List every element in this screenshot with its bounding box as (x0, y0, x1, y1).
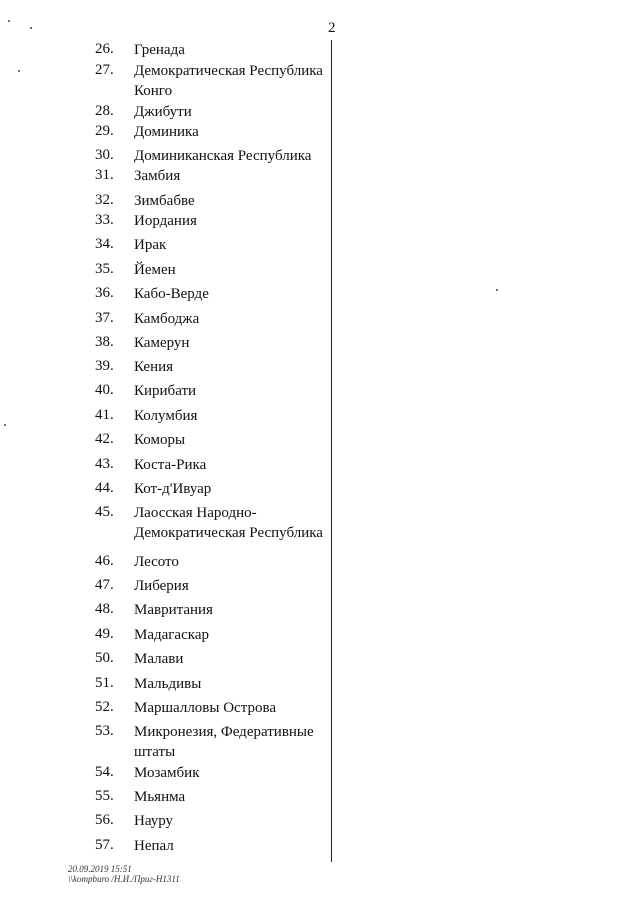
item-number: 57. (95, 837, 114, 853)
item-number: 53. (95, 723, 114, 739)
scan-speck (30, 27, 32, 29)
item-number: 33. (95, 212, 114, 228)
item-name: Колумбия (134, 408, 198, 424)
item-number: 43. (95, 456, 114, 472)
item-name: Мальдивы (134, 676, 202, 692)
page-number: 2 (328, 20, 336, 36)
item-number: 56. (95, 812, 114, 828)
item-name: Камерун (134, 335, 190, 351)
item-name: Либерия (134, 578, 189, 594)
scan-speck (8, 20, 10, 22)
item-name: Демократическая Республика Конго (134, 63, 323, 99)
item-number: 47. (95, 577, 114, 593)
item-name: Малави (134, 651, 184, 667)
item-name: Гренада (134, 42, 185, 58)
item-name: Коморы (134, 432, 186, 448)
item-number: 26. (95, 41, 114, 57)
item-name: Мозамбик (134, 765, 200, 781)
item-number: 28. (95, 103, 114, 119)
item-name: Лаосская Народно-Демократическая Республика (134, 505, 323, 541)
item-name: Иордания (134, 213, 197, 229)
item-name: Кирибати (134, 383, 197, 399)
item-name: Маршалловы Острова (134, 700, 276, 716)
item-name: Джибути (134, 104, 192, 120)
item-number: 34. (95, 236, 114, 252)
item-number: 54. (95, 764, 114, 780)
item-name: Мьянма (134, 789, 186, 805)
item-number: 30. (95, 147, 114, 163)
item-name: Доминика (134, 124, 199, 140)
item-name: Замбия (134, 168, 181, 184)
item-number: 44. (95, 480, 114, 496)
item-name: Кения (134, 359, 174, 375)
footer-timestamp: 20.09.2019 15:51 (68, 864, 132, 874)
item-number: 39. (95, 358, 114, 374)
item-number: 40. (95, 382, 114, 398)
item-number: 55. (95, 788, 114, 804)
scan-speck (18, 70, 20, 72)
item-number: 49. (95, 626, 114, 642)
item-number: 48. (95, 601, 114, 617)
item-number: 46. (95, 553, 114, 569)
item-number: 45. (95, 504, 114, 520)
document-footer (68, 864, 180, 884)
item-number: 51. (95, 675, 114, 691)
footer-file-path: \\kompburo /Н.И./Приг-Н1311 (68, 874, 180, 884)
item-number: 38. (95, 334, 114, 350)
item-name: Мавритания (134, 602, 213, 618)
item-number: 50. (95, 650, 114, 666)
item-number: 37. (95, 310, 114, 326)
item-number: 42. (95, 431, 114, 447)
item-name: Зимбабве (134, 193, 195, 209)
scan-speck (496, 289, 498, 291)
item-number: 35. (95, 261, 114, 277)
item-name: Науру (134, 813, 174, 829)
item-name: Доминиканская Республика (134, 148, 312, 164)
item-name: Непал (134, 838, 174, 854)
item-number: 29. (95, 123, 114, 139)
item-name: Лесото (134, 554, 179, 570)
item-number: 32. (95, 192, 114, 208)
item-number: 27. (95, 62, 114, 78)
item-number: 52. (95, 699, 114, 715)
item-number: 41. (95, 407, 114, 423)
item-name: Коста-Рика (134, 457, 207, 473)
item-number: 31. (95, 167, 114, 183)
item-name: Мадагаскар (134, 627, 209, 643)
scan-speck (4, 424, 6, 426)
item-number: 36. (95, 285, 114, 301)
item-name: Ирак (134, 237, 167, 253)
item-name: Микронезия, Федеративные штаты (134, 724, 314, 760)
item-name: Камбоджа (134, 311, 200, 327)
item-name: Йемен (134, 262, 176, 278)
item-name: Кабо-Верде (134, 286, 209, 302)
item-name: Кот-д'Ивуар (134, 481, 212, 497)
